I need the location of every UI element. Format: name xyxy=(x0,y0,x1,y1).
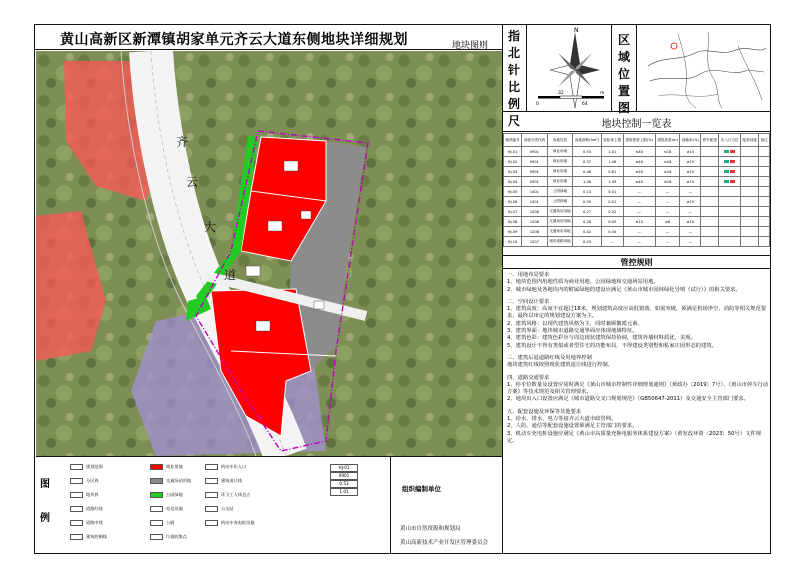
legend-label-text: 机动车出入口 xyxy=(221,464,247,469)
table-header-row: 地块编号 用地分类代码 用地性质 用地面积(hm²) 容积率上限 建筑密度上限(%) 建筑高度(m) 绿地率(%) 停车配建 出入口方位 配套设施 备注 xyxy=(504,134,770,147)
plot-label-box xyxy=(256,321,270,331)
legend-block-cell: 0.53 xyxy=(330,480,358,488)
table-row: HJ-07 1208 交通场站用地 0.27 0.32 — — — xyxy=(504,207,770,217)
legend-label-text: 公交站 xyxy=(221,506,234,511)
divider-table-bottom xyxy=(502,255,771,256)
plot-label-box xyxy=(246,266,260,276)
divider-main xyxy=(502,24,503,554)
table-row: HJ-04 0901 商业用地 1.06 1.39 ≤40 ≤18 ≥15 xyxy=(504,177,770,187)
divider-compass-label xyxy=(526,24,527,111)
legend-item xyxy=(70,520,103,526)
legend-label: 图 例 xyxy=(40,479,50,524)
compass-rose xyxy=(530,26,605,111)
organization-unit-2: 黄山高新技术产业开发区管理委员会 xyxy=(400,540,489,546)
plot-label-box xyxy=(268,221,282,231)
plan-subtitle: 地块图则 xyxy=(452,41,489,51)
legend-item xyxy=(70,464,103,470)
legend-swatch xyxy=(70,478,83,484)
scale-tick-1: 32 xyxy=(558,91,564,96)
rule-heading: 五、配套设施及环保等其他要求 xyxy=(507,408,582,415)
legend-item xyxy=(70,506,103,512)
rule-item: 1、建筑高度：高度不宜超过18米，规划建筑高度应高低错落，如需突破，须满足机场净空、消防等相关规范要求，最终以审定的规划建设方案为主。 xyxy=(507,306,767,320)
road-label-char-3: 大 xyxy=(204,220,217,234)
legend-block-sample xyxy=(330,464,358,496)
legend-swatch xyxy=(150,464,163,470)
legend-block-cell: HJ-01 xyxy=(330,464,358,472)
road-label-char-1: 齐 xyxy=(176,135,189,149)
legend-swatch xyxy=(70,520,83,526)
compass-label: 指 北 针 比 例 尺 xyxy=(507,29,520,128)
rule-heading: 三、建筑后退道路红线及用地界控制 xyxy=(507,354,592,361)
north-arrow-icon xyxy=(570,32,580,70)
legend-swatch xyxy=(150,520,163,526)
legend-label-text: 建筑退让线 xyxy=(221,478,242,483)
legend-item xyxy=(205,478,242,484)
rule-item: 1、停车位数量及设置应同时满足《黄山市城市控制性详细规划通则》（黄政办〔2019〕7号）、《黄山市停车行动方案》等技术规范及相关管理要求。 xyxy=(507,381,769,396)
legend-swatch xyxy=(70,464,83,470)
legend-label-text: 环卫工人休息点 xyxy=(221,492,251,497)
legend-swatch xyxy=(150,492,163,498)
legend-label-text: 交通场站用地 xyxy=(166,478,192,483)
table-row: HJ-05 1401 公园绿地 0.13 0.01 — — — xyxy=(504,187,770,197)
legend-swatch xyxy=(150,506,163,512)
plot-label-box xyxy=(301,211,311,219)
table-row: HJ-03 0901 商业用地 0.46 0.81 ≤40 ≤18 ≥15 xyxy=(504,167,770,177)
scale-unit: m xyxy=(600,91,605,96)
legend-item xyxy=(150,464,183,470)
legend-swatch xyxy=(205,506,218,512)
site-marker-icon xyxy=(671,43,677,49)
table-row: HJ-02 0901 商业用地 0.37 1.06 ≤40 ≤18 ≥15 xyxy=(504,157,770,167)
scale-tick-0: 0 xyxy=(536,102,539,107)
table-title: 地块控制一览表 xyxy=(601,119,672,130)
site-map xyxy=(36,51,502,456)
divider-location-label xyxy=(636,24,637,111)
divider-rules-title xyxy=(502,268,771,269)
legend-swatch xyxy=(205,464,218,470)
rule-item: 3、建筑界面：地块城市道路交通界面应体现地域特征。 xyxy=(507,328,638,335)
legend-swatch xyxy=(70,534,83,540)
table-row: HJ-01 0901 商业用地 0.53 1.01 ≤40 ≤18 ≥15 xyxy=(504,147,770,157)
legend-item xyxy=(205,492,250,498)
legend-swatch xyxy=(150,478,163,484)
table-row: HJ-09 1208 交通场站用地 0.42 0.04 — — — xyxy=(504,227,770,237)
rule-item: 地块建筑红线按照现状建筑退让线进行控制。 xyxy=(507,362,613,369)
table-row: HJ-10 1207 城市道路用地 0.43 — — — — xyxy=(504,237,770,247)
location-label: 区 域 位 置 图 xyxy=(617,33,630,115)
legend-block-cell: 0901 xyxy=(330,472,358,480)
organization-label: 组织编制单位 xyxy=(402,485,441,493)
table-row: HJ-06 1401 公园绿地 0.09 0.01 — — ≥15 xyxy=(504,197,770,207)
legend-label-text: 规划范围 xyxy=(86,464,103,469)
rule-item: 4、建筑色彩：建筑色彩应与周边现状建筑保持协调，建筑外墙材料质优、美观。 xyxy=(507,335,696,342)
rule-heading: 二、空间设计要求 xyxy=(507,298,550,305)
scale-tick-2: 64 xyxy=(582,102,588,107)
rule-item: 2、地块出入口设置应满足《城市道路交叉口规划规范》（GB50647-2011）及交通安全主管部门要求。 xyxy=(507,396,749,403)
legend-item xyxy=(150,492,183,498)
rule-item: 2、人防、通信等配套设施设置须满足主管部门的要求。 xyxy=(507,423,638,430)
divider-compass xyxy=(611,24,612,111)
rule-item: 2、建筑风格：以现代建筑风格为主，同时兼顾徽派元素。 xyxy=(507,320,643,327)
plot-label-box xyxy=(284,161,298,171)
rule-item: 2、城市绿地及各地块内的附属绿地的建设应满足《黄山市城市园林绿化导则（试行）》的相关要求。 xyxy=(507,286,741,293)
location-map xyxy=(638,26,770,110)
divider-top xyxy=(502,111,771,112)
road-label-char-2: 云 xyxy=(186,175,199,189)
legend-swatch xyxy=(150,534,163,540)
rule-item: 1、地块范围内用地性质为商业用地、公园绿地和交通场站用地。 xyxy=(507,279,659,286)
plan-title: 黄山高新区新潭镇胡家单元齐云大道东侧地块详细规划 xyxy=(60,32,408,48)
legend-item xyxy=(205,506,234,512)
rule-item: 5、建筑设计不得有类似或者型住宅的功能布局，不得建设类别墅和私家庄园形态的建筑。 xyxy=(507,342,717,349)
legend-label-text: 道路红线 xyxy=(86,506,103,511)
legend-item xyxy=(150,534,187,540)
legend-swatch xyxy=(70,506,83,512)
legend-label-text: 分区界 xyxy=(86,478,99,483)
legend-item xyxy=(70,478,99,484)
rule-heading: 四、道路交通要求 xyxy=(507,374,550,381)
road-label-char-4: 道 xyxy=(224,268,237,282)
legend-label-text: 垃圾收集点 xyxy=(166,534,187,539)
legend-item xyxy=(150,506,183,512)
legend-swatch xyxy=(205,520,218,526)
legend-swatch xyxy=(205,492,218,498)
divider-org xyxy=(390,456,391,554)
north-label: N xyxy=(574,27,579,34)
legend-label-text: 建筑控制线 xyxy=(86,534,107,539)
legend-swatch xyxy=(205,478,218,484)
rule-heading: 一、用地布局要求 xyxy=(507,272,550,278)
rules-text xyxy=(507,272,769,445)
legend-label-text: 道路中线 xyxy=(86,520,103,525)
table-row: HJ-08 1208 交通场站用地 0.28 0.05 ≤10 ≤6 ≥10 xyxy=(504,217,770,227)
organization-unit-1: 黄山市自然资源和规划局 xyxy=(400,526,461,532)
legend-block-cell: 1.01 xyxy=(330,488,358,496)
rule-item: 1、给水、排水、电力等接齐云大道市政管网。 xyxy=(507,416,617,423)
legend-item xyxy=(205,464,246,470)
legend-item xyxy=(70,534,107,540)
legend-label-text: 机动车充电桩设施 xyxy=(221,520,255,525)
legend-item xyxy=(205,520,255,526)
legend-label-text: 公园绿地 xyxy=(166,492,183,497)
divider-legend xyxy=(36,456,502,457)
rule-item: 3、机动车充电桩设施应满足《黄山市高质量充换电服务体系建设方案》（黄发改环资〔2023〕50号）文件规定。 xyxy=(507,430,762,444)
legend-label-text: 地块界 xyxy=(86,492,99,497)
legend-label-text: 公厕 xyxy=(166,520,175,525)
legend-item xyxy=(70,492,99,498)
legend-label-text: 电信设施 xyxy=(166,506,183,511)
rules-title: 管控规则 xyxy=(620,258,653,267)
legend-item xyxy=(150,478,191,484)
plot-control-table xyxy=(503,133,770,247)
legend-item xyxy=(150,520,174,526)
plot-label-box xyxy=(314,301,324,309)
organization-block xyxy=(392,458,502,552)
legend-swatch xyxy=(70,492,83,498)
divider-table-title xyxy=(502,131,771,132)
legend-label-text: 商业用地 xyxy=(166,464,183,469)
